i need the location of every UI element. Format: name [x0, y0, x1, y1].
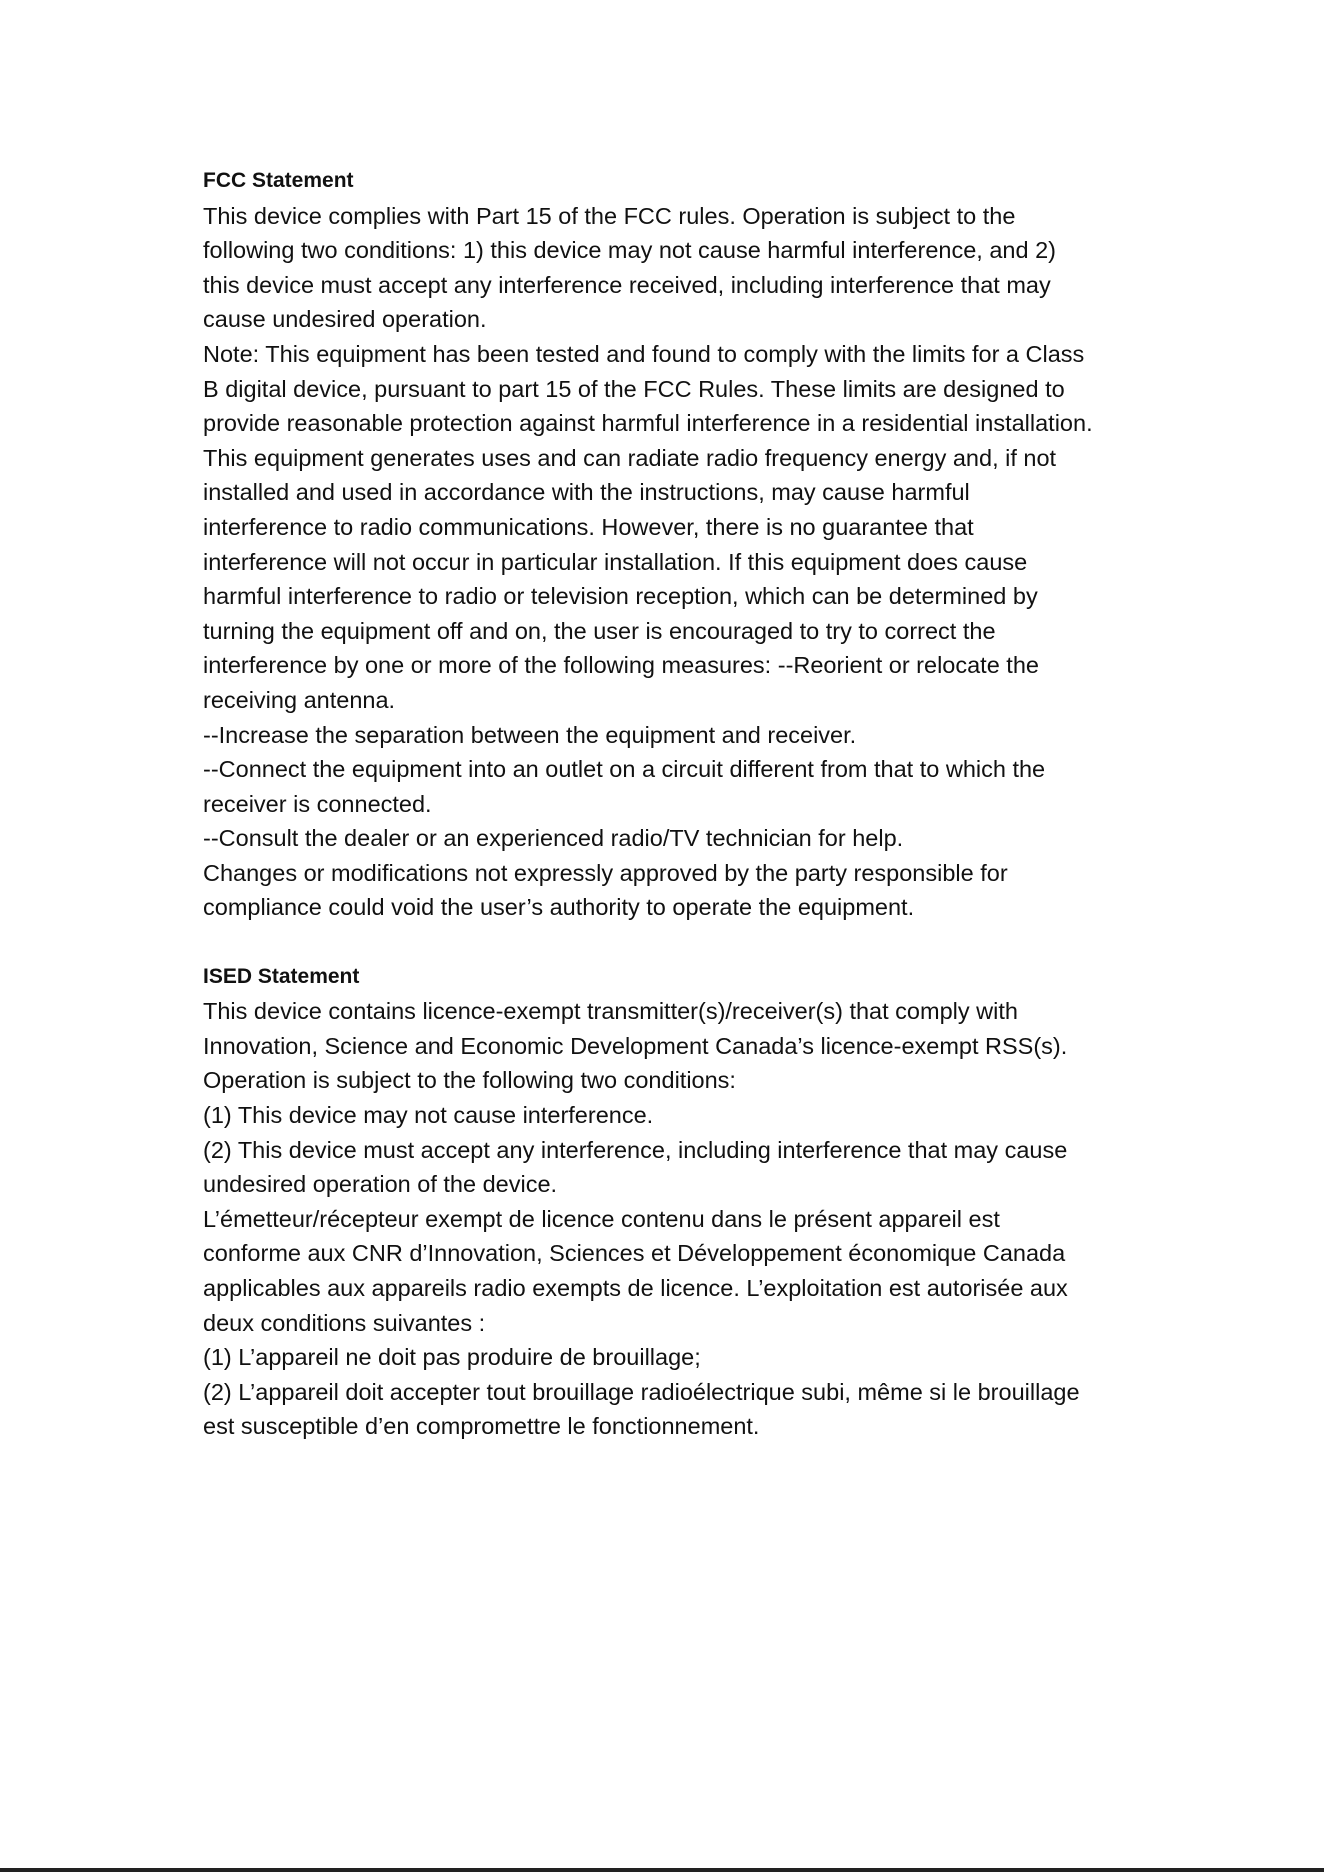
fcc-statement-line: cause undesired operation.	[203, 306, 487, 333]
ised-statement-line: Operation is subject to the following two conditions:	[203, 1067, 736, 1094]
fcc-statement-line: B digital device, pursuant to part 15 of the FCC Rules. These limits are designed to	[203, 375, 1065, 402]
fcc-statement-line: receiver is connected.	[203, 790, 432, 817]
ised-statement-section	[203, 960, 1143, 1444]
ised-statement-line: (1) L’appareil ne doit pas produire de brouillage;	[203, 1344, 701, 1371]
ised-statement-line: (1) This device may not cause interference.	[203, 1102, 654, 1129]
document-content	[203, 164, 1143, 1444]
section-spacer	[203, 925, 1143, 960]
fcc-statement-line: This equipment generates uses and can radiate radio frequency energy and, if not	[203, 444, 1057, 471]
fcc-statement-line: --Increase the separation between the equipment and receiver.	[203, 721, 857, 748]
fcc-statement-line: This device complies with Part 15 of the FCC rules. Operation is subject to the	[203, 202, 1016, 229]
fcc-statement-line: receiving antenna.	[203, 686, 396, 713]
fcc-statement-line: --Connect the equipment into an outlet on a circuit different from that to which the	[203, 756, 1046, 783]
fcc-statement-line: Note: This equipment has been tested and found to comply with the limits for a Class	[203, 340, 1085, 367]
fcc-statement-line: interference will not occur in particular installation. If this equipment does cause	[203, 548, 1028, 575]
fcc-statement-line: compliance could void the user’s authority to operate the equipment.	[203, 894, 915, 921]
fcc-statement-line: Changes or modifications not expressly approved by the party responsible for	[203, 859, 1008, 886]
fcc-statement-line: following two conditions: 1) this device may not cause harmful interference, and 2)	[203, 237, 1056, 264]
ised-statement-heading: ISED Statement	[203, 964, 360, 988]
ised-statement-line: Innovation, Science and Economic Development Canada’s licence-exempt RSS(s).	[203, 1032, 1068, 1059]
ised-statement-line: deux conditions suivantes :	[203, 1309, 486, 1336]
fcc-statement-line: this device must accept any interference received, including interference that may	[203, 271, 1051, 298]
fcc-statement-line: --Consult the dealer or an experienced radio/TV technician for help.	[203, 825, 904, 852]
fcc-statement-line: interference to radio communications. However, there is no guarantee that	[203, 513, 974, 540]
page-bottom-rule	[0, 1868, 1324, 1872]
fcc-statement-line: harmful interference to radio or television reception, which can be determined by	[203, 583, 1038, 610]
ised-statement-line: conforme aux CNR d’Innovation, Sciences et Développement économique Canada	[203, 1240, 1066, 1267]
fcc-statement-line: installed and used in accordance with the instructions, may cause harmful	[203, 479, 970, 506]
ised-statement-line: This device contains licence-exempt transmitter(s)/receiver(s) that comply with	[203, 998, 1018, 1025]
ised-statement-line: undesired operation of the device.	[203, 1171, 558, 1198]
fcc-statement-line: interference by one or more of the following measures: --Reorient or relocate the	[203, 652, 1039, 679]
fcc-statement-line: provide reasonable protection against harmful interference in a residential installation.	[203, 410, 1093, 437]
ised-statement-line: L’émetteur/récepteur exempt de licence contenu dans le présent appareil est	[203, 1205, 1000, 1232]
ised-statement-line: est susceptible d’en compromettre le fonctionnement.	[203, 1413, 760, 1440]
ised-statement-line: (2) L’appareil doit accepter tout brouillage radioélectrique subi, même si le brouillage	[203, 1378, 1080, 1405]
fcc-statement-heading: FCC Statement	[203, 169, 354, 192]
fcc-statement-section	[203, 164, 1143, 925]
fcc-statement-line: turning the equipment off and on, the user is encouraged to try to correct the	[203, 617, 996, 644]
ised-statement-line: (2) This device must accept any interference, including interference that may cause	[203, 1136, 1068, 1163]
ised-statement-line: applicables aux appareils radio exempts de licence. L’exploitation est autorisée aux	[203, 1275, 1068, 1301]
